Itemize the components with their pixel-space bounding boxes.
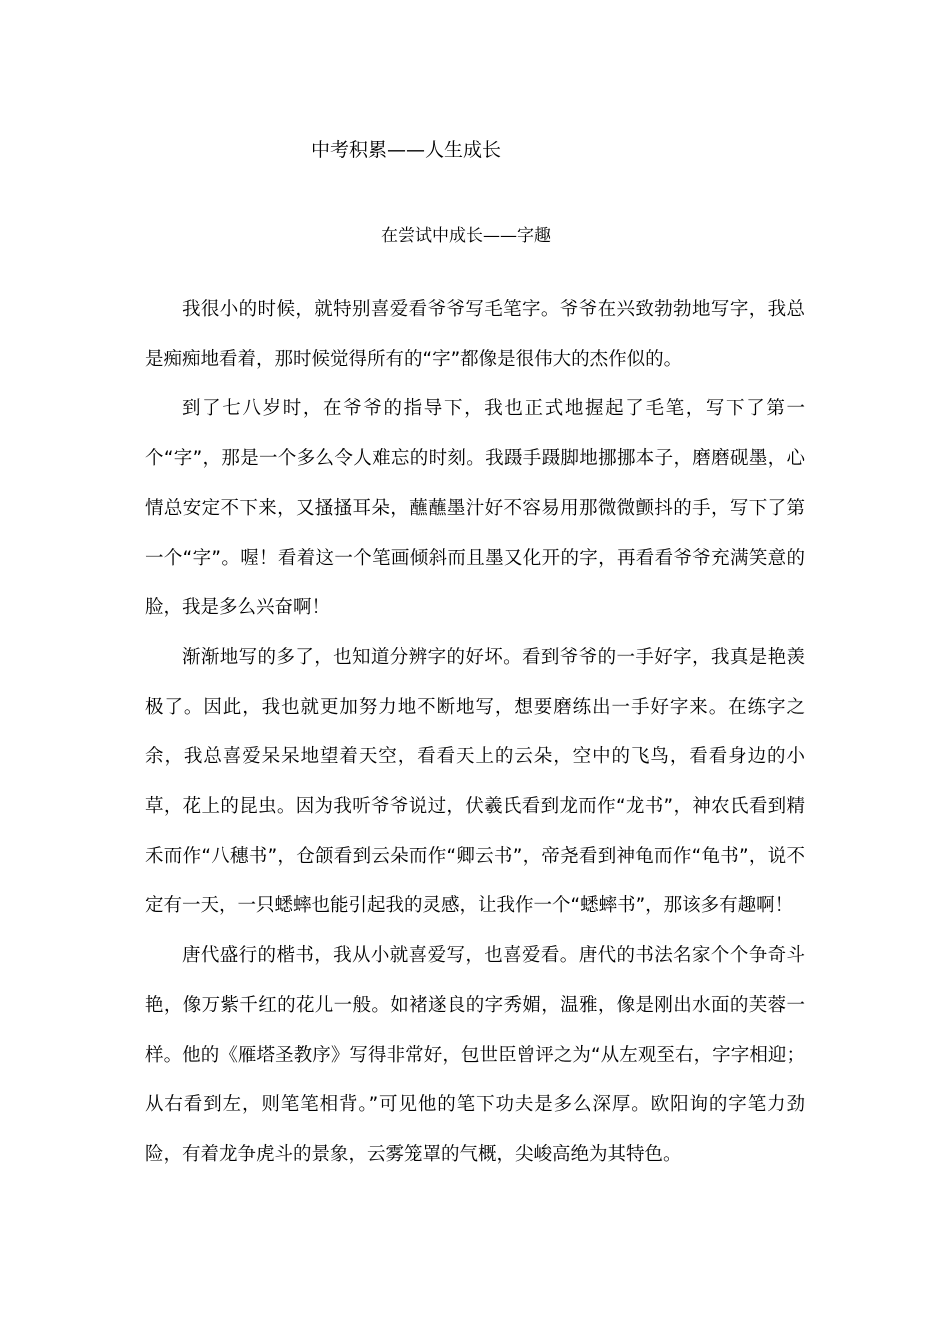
document-body bbox=[145, 285, 805, 1180]
paragraph-4: 唐代盛行的楷书，我从小就喜爱写，也喜爱看。唐代的书法名家个个争奇斗艳，像万紫千红的花儿一般。如褚遂良的字秀媚，温雅，像是刚出水面的芙蓉一样。他的《雁塔圣教序》写得非常好，包世臣曾评之为“从左观至右，字字相迎；从右看到左，则笔笔相背。”可见他的笔下功夫是多么深厚。欧阳询的字笔力劲险，有着龙争虎斗的景象，云雾笼罩的气概，尖峻高绝为其特色。 bbox=[145, 945, 805, 1165]
document-title: 中考积累——人生成长 bbox=[311, 139, 502, 161]
paragraph-2: 到了七八岁时，在爷爷的指导下，我也正式地握起了毛笔，写下了第一个“字”，那是一个多么令人难忘的时刻。我蹑手蹑脚地挪挪本子，磨磨砚墨，心情总安定不下来，又搔搔耳朵，蘸蘸墨汁好不容易用那微微颤抖的手，写下了第一个“字”。喔！看着这一个笔画倾斜而且墨又化开的字，再看看爷爷充满笑意的脸，我是多么兴奋啊！ bbox=[145, 398, 805, 619]
paragraph-3: 渐渐地写的多了，也知道分辨字的好坏。看到爷爷的一手好字，我真是艳羡极了。因此，我也就更加努力地不断地写，想要磨练出一手好字来。在练字之余，我总喜爱呆呆地望着天空，看看天上的云朵，空中的飞鸟，看看身边的小草，花上的昆虫。因为我听爷爷说过，伏羲氏看到龙而作“龙书”，神农氏看到精禾而作“八穗书”，仓颌看到云朵而作“卿云书”，帝尧看到神龟而作“龟书”，说不定有一天，一只蟋蟀也能引起我的灵感，让我作一个“蟋蟀书”，那该多有趣啊！ bbox=[145, 646, 805, 917]
paragraph-1: 我很小的时候，就特别喜爱看爷爷写毛笔字。爷爷在兴致勃勃地写字，我总是痴痴地看着，那时候觉得所有的“字”都像是很伟大的杰作似的。 bbox=[145, 299, 805, 370]
document-subtitle: 在尝试中成长——字趣 bbox=[381, 226, 551, 246]
